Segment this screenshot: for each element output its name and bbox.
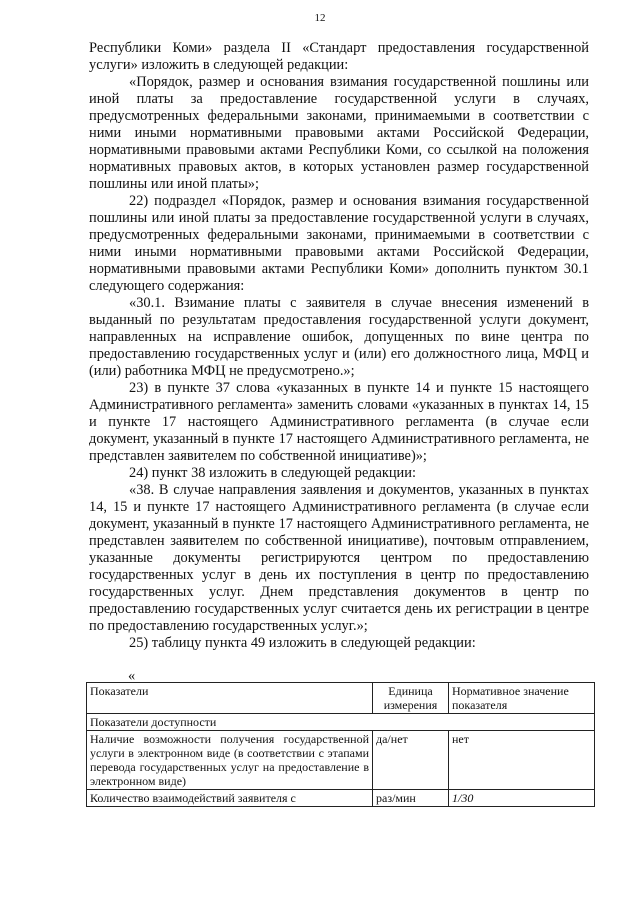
- table-row: [87, 790, 595, 807]
- paragraph-7: 25) таблицу пункта 49 изложить в следующей редакции:: [129, 635, 476, 651]
- row-0-value: нет: [449, 731, 595, 790]
- header-normative-value: Нормативное значение показателя: [449, 683, 595, 714]
- paragraph-2: 22) подраздел «Порядок, размер и основания взимания государственной пошлины или иной платы за предоставление государственной услуги в случаях, предусмотренных федеральными законами, принимаемыми в соответствии с ними иными нормативными правовыми актами Российской Федерации, нормативными правовыми актами Республики Коми» дополнить пунктом 30.1 следующего содержания:: [89, 193, 589, 294]
- paragraph-5: 24) пункт 38 изложить в следующей редакции:: [129, 465, 416, 481]
- table-row: [87, 731, 595, 790]
- table-quote-mark: «: [128, 668, 136, 684]
- row-1-value: 1/30: [449, 790, 595, 807]
- row-1-indicator: Количество взаимодействий заявителя с: [87, 790, 373, 807]
- page-number: 12: [314, 12, 326, 24]
- section-accessibility: Показатели доступности: [87, 714, 595, 731]
- row-0-unit: да/нет: [373, 731, 449, 790]
- row-0-indicator: Наличие возможности получения государственной услуги в электронном виде (в соответствии с этапами перевода государственных услуг на предоставление в электронном виде): [87, 731, 373, 790]
- paragraph-0: Республики Коми» раздела II «Стандарт предоставления государственной услуги» изложить в следующей редакции:: [89, 40, 589, 73]
- paragraph-3: «30.1. Взимание платы с заявителя в случае внесения изменений в выданный по результатам предоставления государственной услуги документ, направленных на исправление ошибок, допущенных по вине центра по предоставлению государственных услуг и (или) его должностного лица, МФЦ и (или) работника МФЦ не предусмотрено.»;: [89, 295, 589, 379]
- header-unit: Единица измерения: [373, 683, 449, 714]
- table-section-row: [87, 714, 595, 731]
- header-indicators: Показатели: [87, 683, 373, 714]
- paragraph-6: «38. В случае направления заявления и документов, указанных в пунктах 14, 15 и пункте 17 настоящего Административного регламента (в случае если документ, указанный в пункте 17 настоящего Административного регламента, не представлен заявителем по собственной инициативе), почтовым отправлением, указанные документы регистрируются центром по предоставлению государственных услуг в день их поступления в центр по предоставлению государственных услуг. Днем представления документов в центр по предоставлению государственных услуг считается день их регистрации в центре по предоставлению государственных услуг.»;: [89, 482, 589, 634]
- table-header-row: [87, 683, 595, 714]
- paragraph-4: 23) в пункте 37 слова «указанных в пункте 14 и пункте 15 настоящего Административного регламента» заменить словами «указанных в пунктах 14, 15 и пункте 17 настоящего Административного регламента (в случае если документ, указанный в пункте 17 настоящего Административного регламента, не представлен заявителем по собственной инициативе)»;: [89, 380, 589, 464]
- paragraph-1: «Порядок, размер и основания взимания государственной пошлины или иной платы за предоставление государственной услуги в случаях, предусмотренных федеральными законами, принимаемыми в соответствии с ними иными нормативными правовыми актами Российской Федерации, нормативными правовыми актами Республики Коми, со ссылкой на положения нормативных правовых актов, в которых установлен размер государственной пошлины или иной платы»;: [89, 74, 589, 192]
- indicators-table: [86, 682, 595, 807]
- row-1-unit: раз/мин: [373, 790, 449, 807]
- body-text: [89, 40, 589, 652]
